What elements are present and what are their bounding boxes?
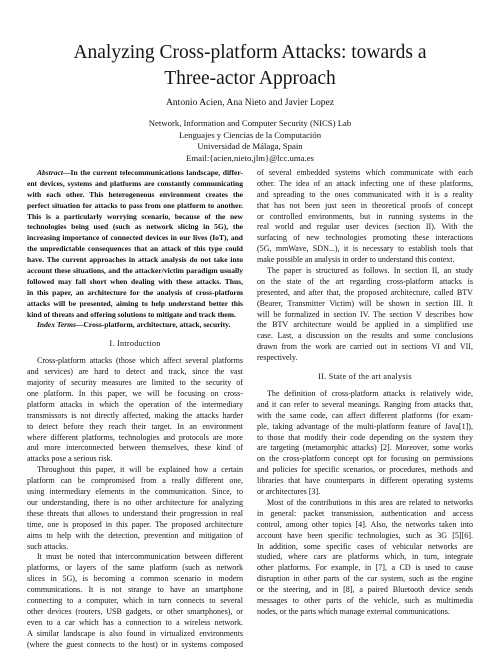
text-line: to detect before they reach their target. In an environment	[27, 421, 243, 431]
text-line: on the cross-platform concept opt for focusing on permissions	[257, 454, 473, 464]
text-line: with each other. This heterogeneous environment creates the	[27, 189, 243, 199]
text-line: platform attacks in which the operation of the intermediary	[27, 399, 243, 409]
text-line: followed may fall short when dealing with these attacks. Thus,	[27, 276, 243, 286]
section-heading-introduction: I. Introduction	[109, 339, 161, 349]
text-line: are targeting (metamorphic attacks) [2]. Moreover, some works	[257, 443, 473, 453]
text-line: disruption in other parts of the car system, such as the engine	[257, 574, 473, 584]
text-line: aims to help with the detection, prevention and mitigation of	[27, 530, 243, 540]
text-line: case. Last, a discussion on the results and some conclusions	[257, 331, 473, 341]
text-line: in general: packet transmission, authentication and access	[257, 508, 473, 518]
text-line: Cross-platform attacks (those which affect several platforms	[37, 356, 243, 366]
affiliation-line: Lenguajes y Ciencias de la Computación	[178, 129, 322, 140]
text-line: (where the guest connects to the host) or in systems composed	[27, 639, 243, 649]
text-line: one platform. In this paper, we will be focusing on cross-	[27, 389, 243, 399]
text-line: account have been specific technologies, such as 3G [5][6].	[257, 530, 473, 540]
text-line: other. The idea of an attack infecting one of these platforms,	[257, 178, 473, 188]
text-line: other platforms. For example, in [7], a CD is used to cause	[257, 563, 473, 573]
email-line: Email:{acien,nieto,jlm}@lcc.uma.es	[186, 152, 314, 163]
text-line: and services) are hard to detect and track, since the vast	[27, 367, 243, 377]
text-line: will be formalized in section IV. The section V describes how	[257, 309, 473, 319]
text-line: or controlled environments, but in running systems in the	[257, 211, 473, 221]
text-line: kind of threats and offering solutions to mitigate and track them.	[27, 309, 236, 319]
text-line: time, one is proposed in this paper. The proposed architecture	[27, 519, 243, 529]
text-line: platforms, or layers of the same platform (such as network	[27, 563, 243, 573]
text-line: to those that modify their code depending on the system they	[257, 432, 473, 442]
text-line: such attacks.	[27, 541, 69, 551]
text-line: presented, and after that, the proposed architecture, called BTV	[257, 287, 473, 297]
text-line: The paper is structured as follows. In section II, an study	[267, 266, 473, 276]
text-line: attacks will be presented, aiming to help understand better this	[27, 298, 243, 308]
text-line: The definition of cross-platform attacks is relatively wide,	[267, 389, 473, 399]
text-line: where different platforms, technologies and protocols are more	[27, 432, 243, 442]
right-column	[257, 168, 473, 618]
text-line: technologies being used (such as network slicing in 5G), the	[27, 222, 243, 232]
text-line: (Bearer, Transmitter Victim) will be shown in section III. It	[257, 298, 473, 308]
left-column	[27, 168, 243, 650]
text-line: account these situations, and the attacker/victim paradigm usually	[27, 266, 243, 276]
text-line: Throughout this paper, it will be explained how a certain	[37, 465, 243, 475]
text-line: the BTV architecture would be applied in a simplified use	[257, 320, 473, 330]
text-line: connecting to a computer, which in turn connects to several	[27, 595, 243, 605]
introduction-continued	[257, 168, 473, 364]
affiliation-block	[30, 118, 470, 164]
text-line: slices in 5G), is becoming a common scenario in modern	[27, 574, 243, 584]
text-line: surfacing of new technologies promoting these interactions	[257, 233, 473, 243]
text-line: with the same code, can affect different platforms (for exam-	[257, 410, 473, 420]
text-line: and policies for specific scenarios, or procedures, methods and	[257, 465, 473, 475]
text-line: Most of the contributions in this area are related to networks	[267, 497, 473, 507]
index-terms-label: Index Terms	[37, 320, 76, 330]
text-line: This is a particularly worrying scenario, because of the new	[27, 211, 243, 221]
paper-title	[30, 40, 470, 92]
text-line: on the state of the art regarding cross-platform attacks is	[257, 276, 473, 286]
title-line-2: Three-actor Approach	[164, 68, 336, 89]
text-line: perfect situation for attacks to pass from one platform to another.	[27, 200, 243, 210]
text-line: even to a car which has a connection to a wireless network.	[27, 617, 243, 627]
text-line: libraries that have counterparts in different operating systems	[257, 476, 473, 486]
text-line: messages to other parts of the vehicle, such as multimedia	[257, 595, 473, 605]
text-line: these threats that allows to understand their progression in real	[27, 508, 243, 518]
text-line: transmissors is not directly affected, making the attacks harder	[27, 410, 243, 420]
text-line: the unpredictable consequences that an attack of this type could	[27, 244, 243, 254]
text-line: in this paper, an architecture for the analysis of cross-platform	[27, 287, 243, 297]
text-line: make possible an analysis in order to understand this context.	[257, 255, 455, 265]
text-line: It must be noted that intercommunication between different	[37, 552, 243, 562]
text-line: drawn from the work are carried out in sections VI and VII,	[257, 342, 473, 352]
text-line: using intermediary elements in the communication. Since, to	[27, 487, 243, 497]
text-line: nodes, or the parts which manage external communications.	[257, 606, 450, 616]
text-line: our understanding, there is no other architecture for analyzing	[27, 497, 243, 507]
author-list: Antonio Acien, Ana Nieto and Javier Lopez	[165, 97, 335, 108]
text-line: of several embedded systems which communicate with each	[257, 168, 473, 177]
text-line: and spreading to the ones communicated with it is a reality	[257, 189, 473, 199]
text-line: respectively.	[257, 353, 298, 363]
text-line: communications. It is not strange to have an smartphone	[27, 585, 243, 595]
title-line-1: Analyzing Cross-platform Attacks: towards a	[73, 42, 427, 63]
text-line: control, among other topics [4]. Also, the networks taken into	[257, 519, 473, 529]
index-terms-line: Index Terms—Cross-platform, architecture, attack, security.	[37, 320, 231, 330]
index-terms	[27, 320, 243, 331]
text-line: studied, where cars are platforms which, in turn, integrate	[257, 552, 473, 562]
text-line: increasing importance of connected devices in our lives (IoT), and	[27, 233, 243, 243]
text-line: platform can be compromised from a really different one,	[27, 476, 243, 486]
text-line: or the steering, and in [8], a paired Bluetooth device sends	[257, 585, 473, 595]
text-line: real world and regular user devices (section II). With the	[257, 222, 473, 232]
text-line: ent devices, systems and platforms are constantly communicating	[27, 178, 243, 188]
introduction-body	[27, 356, 243, 650]
text-line: other devices (routers, USB gadgets, or other smartphones), or	[27, 606, 243, 616]
text-line: attacks pose a serious risk.	[27, 454, 113, 464]
text-line: have. The current approaches in attack analysis do not take into	[27, 255, 243, 265]
text-line: ple, taking advantage of the multi-platform feature of Java[1]),	[257, 421, 473, 431]
abstract-label: Abstract	[37, 168, 63, 177]
section-heading-state-of-the-art: II. State of the art analysis	[318, 372, 412, 382]
text-line: majority of security measures are limited to the security of	[27, 378, 243, 388]
affiliation-line: Network, Information and Computer Security (NICS) Lab	[148, 118, 352, 128]
affiliation-line: Universidad de Málaga, Spain	[197, 141, 303, 152]
state-of-the-art-body	[257, 389, 473, 618]
abstract	[27, 168, 243, 320]
text-line: and more interconnected between themselves, these kind of	[27, 443, 243, 453]
text-line: and it can refer to several meanings. Ranging from attacks that,	[257, 399, 473, 409]
text-line: (5G, mmWave, SDN...), it is necessary to establish tools that	[257, 244, 473, 254]
abstract-first-line: Abstract—In the current telecommunications landscape, differ-	[37, 168, 243, 177]
text-line: or architectures [3].	[257, 487, 321, 497]
text-line: A similar landscape is also found in virtualized environments	[27, 628, 243, 638]
text-line: In addition, some specific cases of vehicular networks are	[257, 541, 473, 551]
text-line: that has not been just seen in theoretical proofs of concept	[257, 200, 473, 210]
